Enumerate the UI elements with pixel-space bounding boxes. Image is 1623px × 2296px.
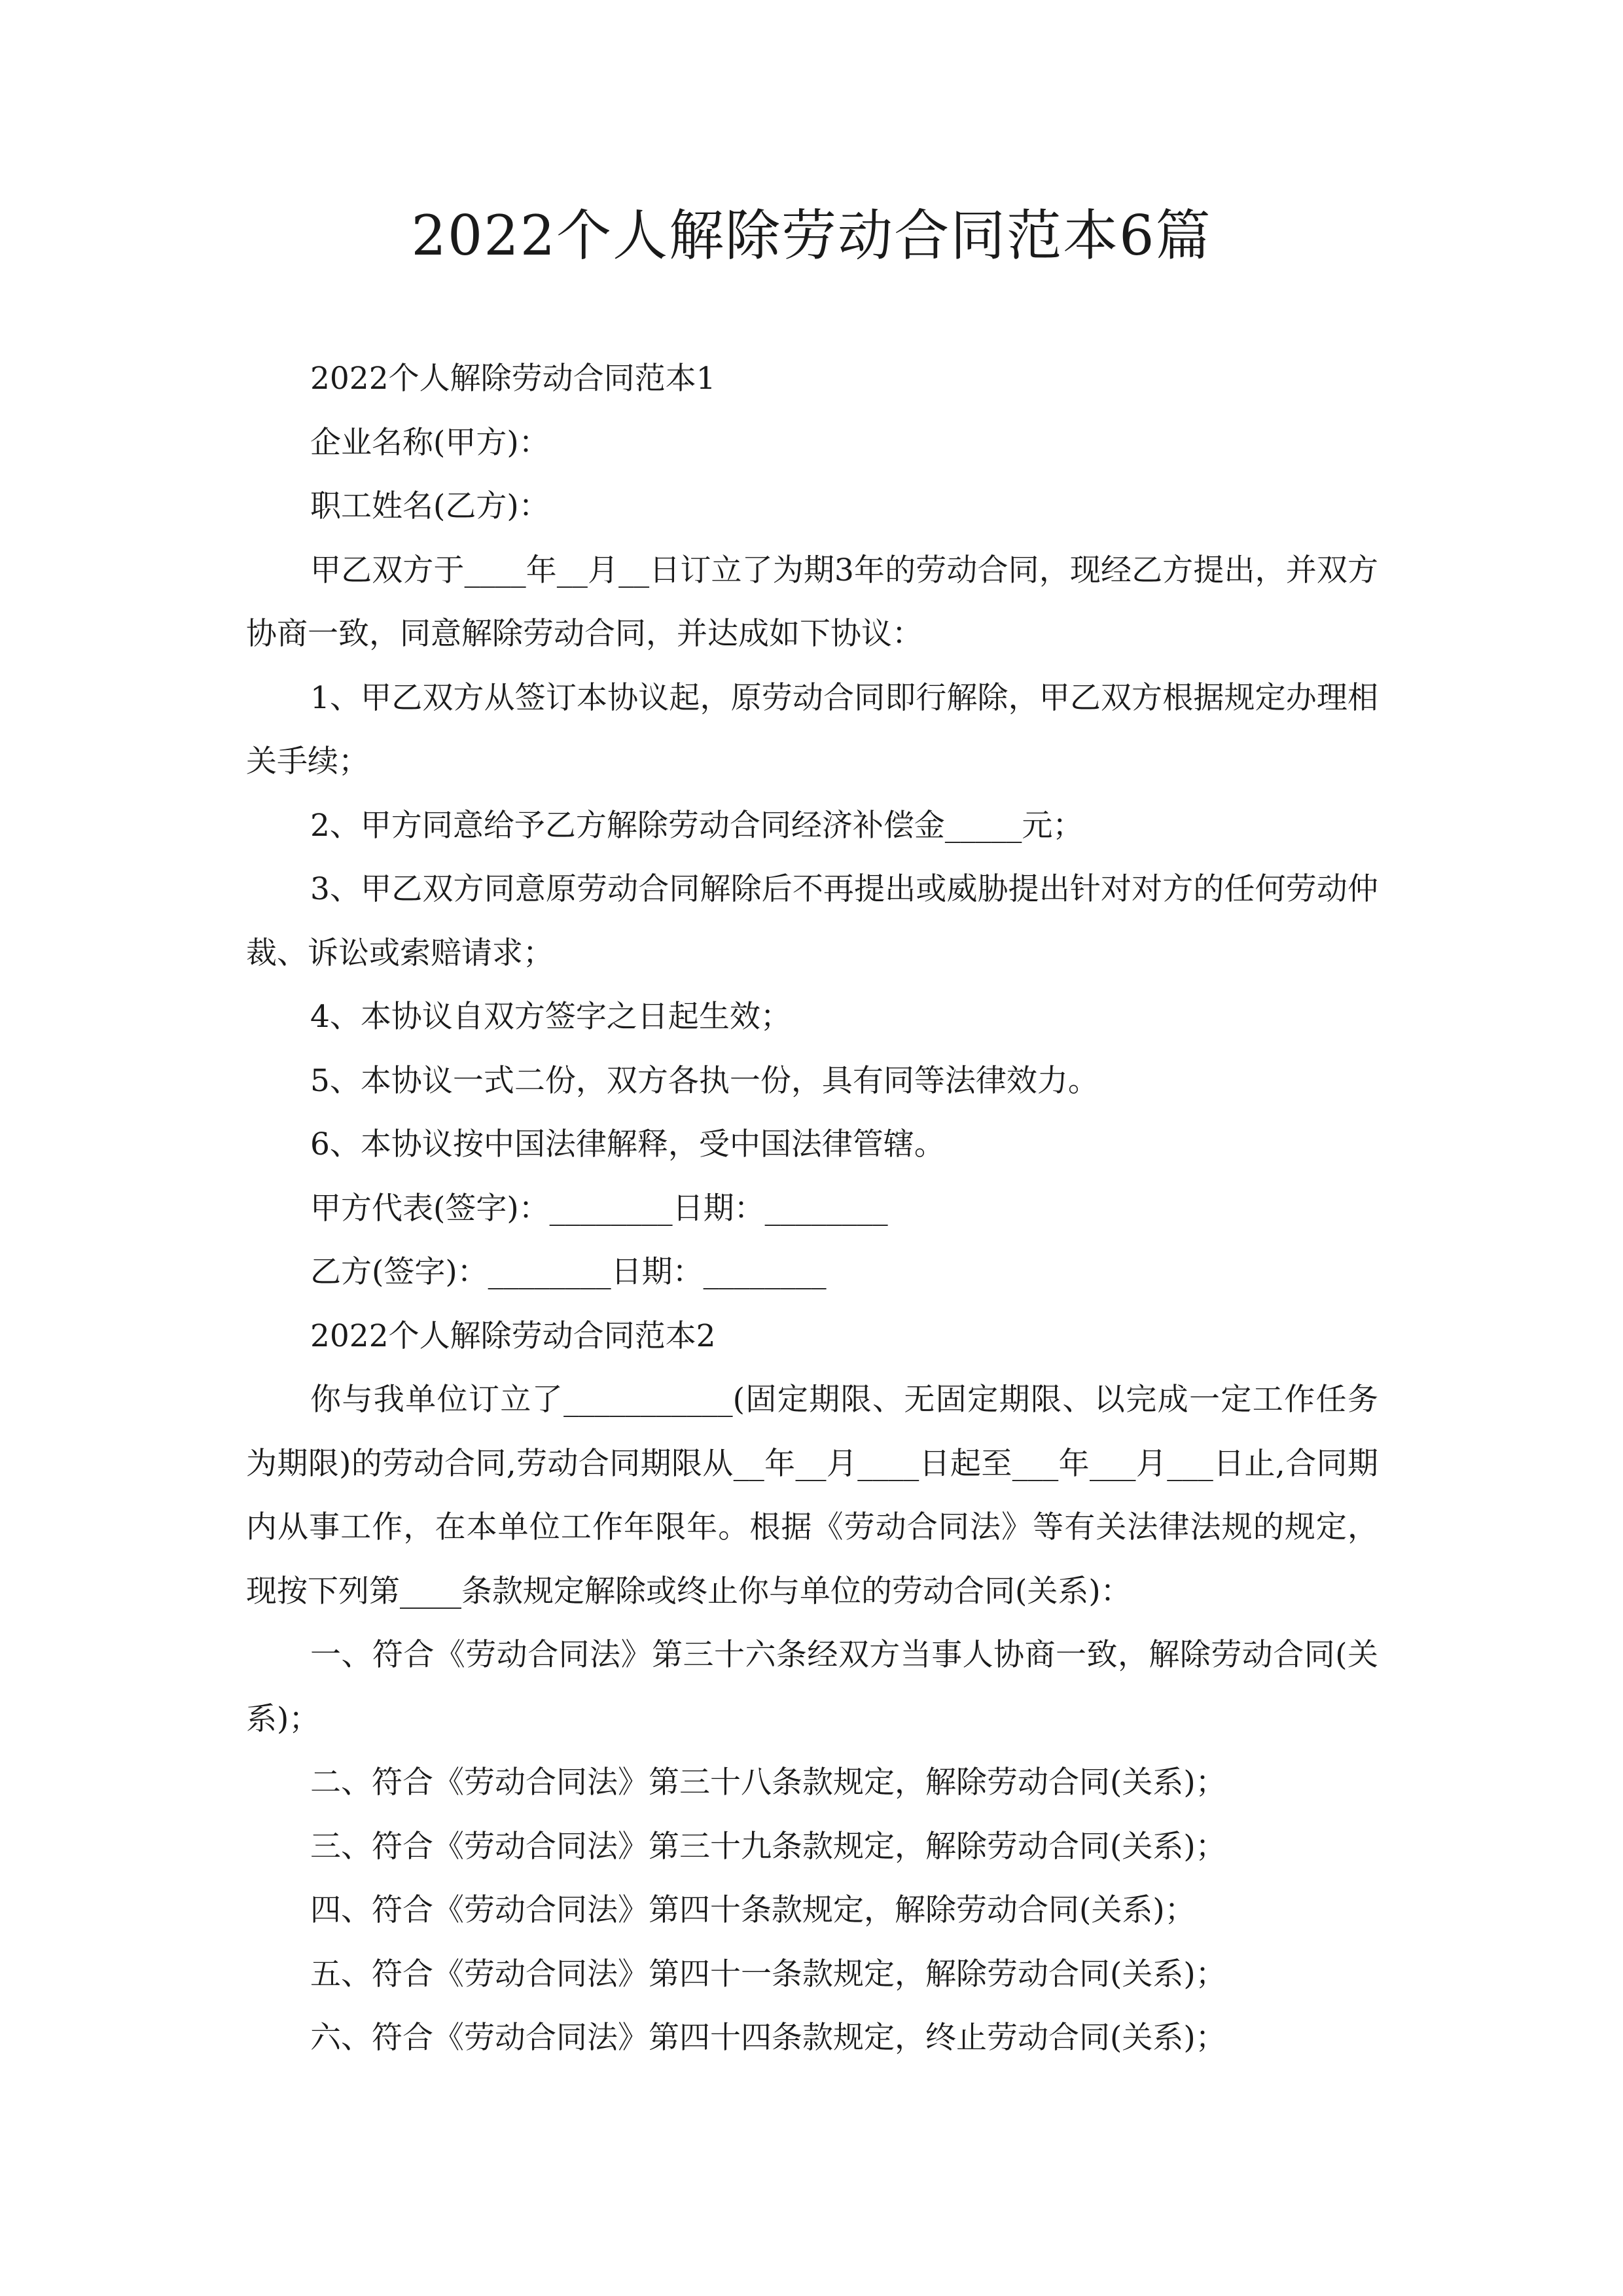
document-title: 2022个人解除劳动合同范本6篇	[411, 204, 1212, 268]
term-item-5: 五、符合《劳动合同法》第四十一条款规定，解除劳动合同(关系)；	[310, 1956, 1226, 1992]
term-item-4: 四、符合《劳动合同法》第四十条款规定，解除劳动合同(关系)；	[310, 1892, 1196, 1928]
term-item-6: 六、符合《劳动合同法》第四十四条款规定，终止劳动合同(关系)；	[310, 2020, 1226, 2056]
term-item-3: 三、符合《劳动合同法》第三十九条款规定，解除劳动合同(关系)；	[310, 1828, 1226, 1865]
section-heading-2: 2022个人解除劳动合同范本2	[310, 1318, 716, 1354]
party-b-signature-line: 乙方(签字)：________日期：________	[310, 1254, 827, 1290]
clause-6: 6、本协议按中国法律解释，受中国法律管辖。	[310, 1126, 945, 1162]
clause-4: 4、本协议自双方签字之日起生效；	[310, 999, 791, 1035]
document-body	[246, 347, 1378, 2070]
employee-name-line: 职工姓名(乙方)：	[310, 488, 550, 524]
termination-notice-paragraph: 你与我单位订立了___________(固定期限、无固定期限、以完成一定工作任务为期限)的劳动合同,劳动合同期限从__年__月____日起至___年___月___日止,合同期内从事工作，在本单位工作年限年。根据《劳动合同法》等有关法律法规的规定，现按下列第____条款规定解除或终止你与单位的劳动合同(关系)：	[246, 1382, 1378, 1609]
clause-3: 3、甲乙双方同意原劳动合同解除后不再提出或威胁提出针对对方的任何劳动仲裁、诉讼或索赔请求；	[246, 871, 1378, 971]
clause-5: 5、本协议一式二份，双方各执一份，具有同等法律效力。	[310, 1062, 1099, 1099]
company-name-line: 企业名称(甲方)：	[310, 424, 550, 461]
clause-2: 2、甲方同意给予乙方解除劳动合同经济补偿金_____元；	[310, 807, 1084, 844]
agreement-intro-paragraph: 甲乙双方于____年__月__日订立了为期3年的劳动合同，现经乙方提出，并双方协商一致，同意解除劳动合同，并达成如下协议：	[246, 552, 1378, 652]
party-a-signature-line: 甲方代表(签字)：________日期：________	[310, 1190, 888, 1227]
section-heading-1: 2022个人解除劳动合同范本1	[310, 361, 716, 397]
clause-1: 1、甲乙双方从签订本协议起，原劳动合同即行解除，甲乙双方根据规定办理相关手续；	[246, 679, 1378, 780]
term-item-2: 二、符合《劳动合同法》第三十八条款规定，解除劳动合同(关系)；	[310, 1765, 1226, 1801]
term-item-1: 一、符合《劳动合同法》第三十六条经双方当事人协商一致，解除劳动合同(关系)；	[246, 1637, 1378, 1737]
